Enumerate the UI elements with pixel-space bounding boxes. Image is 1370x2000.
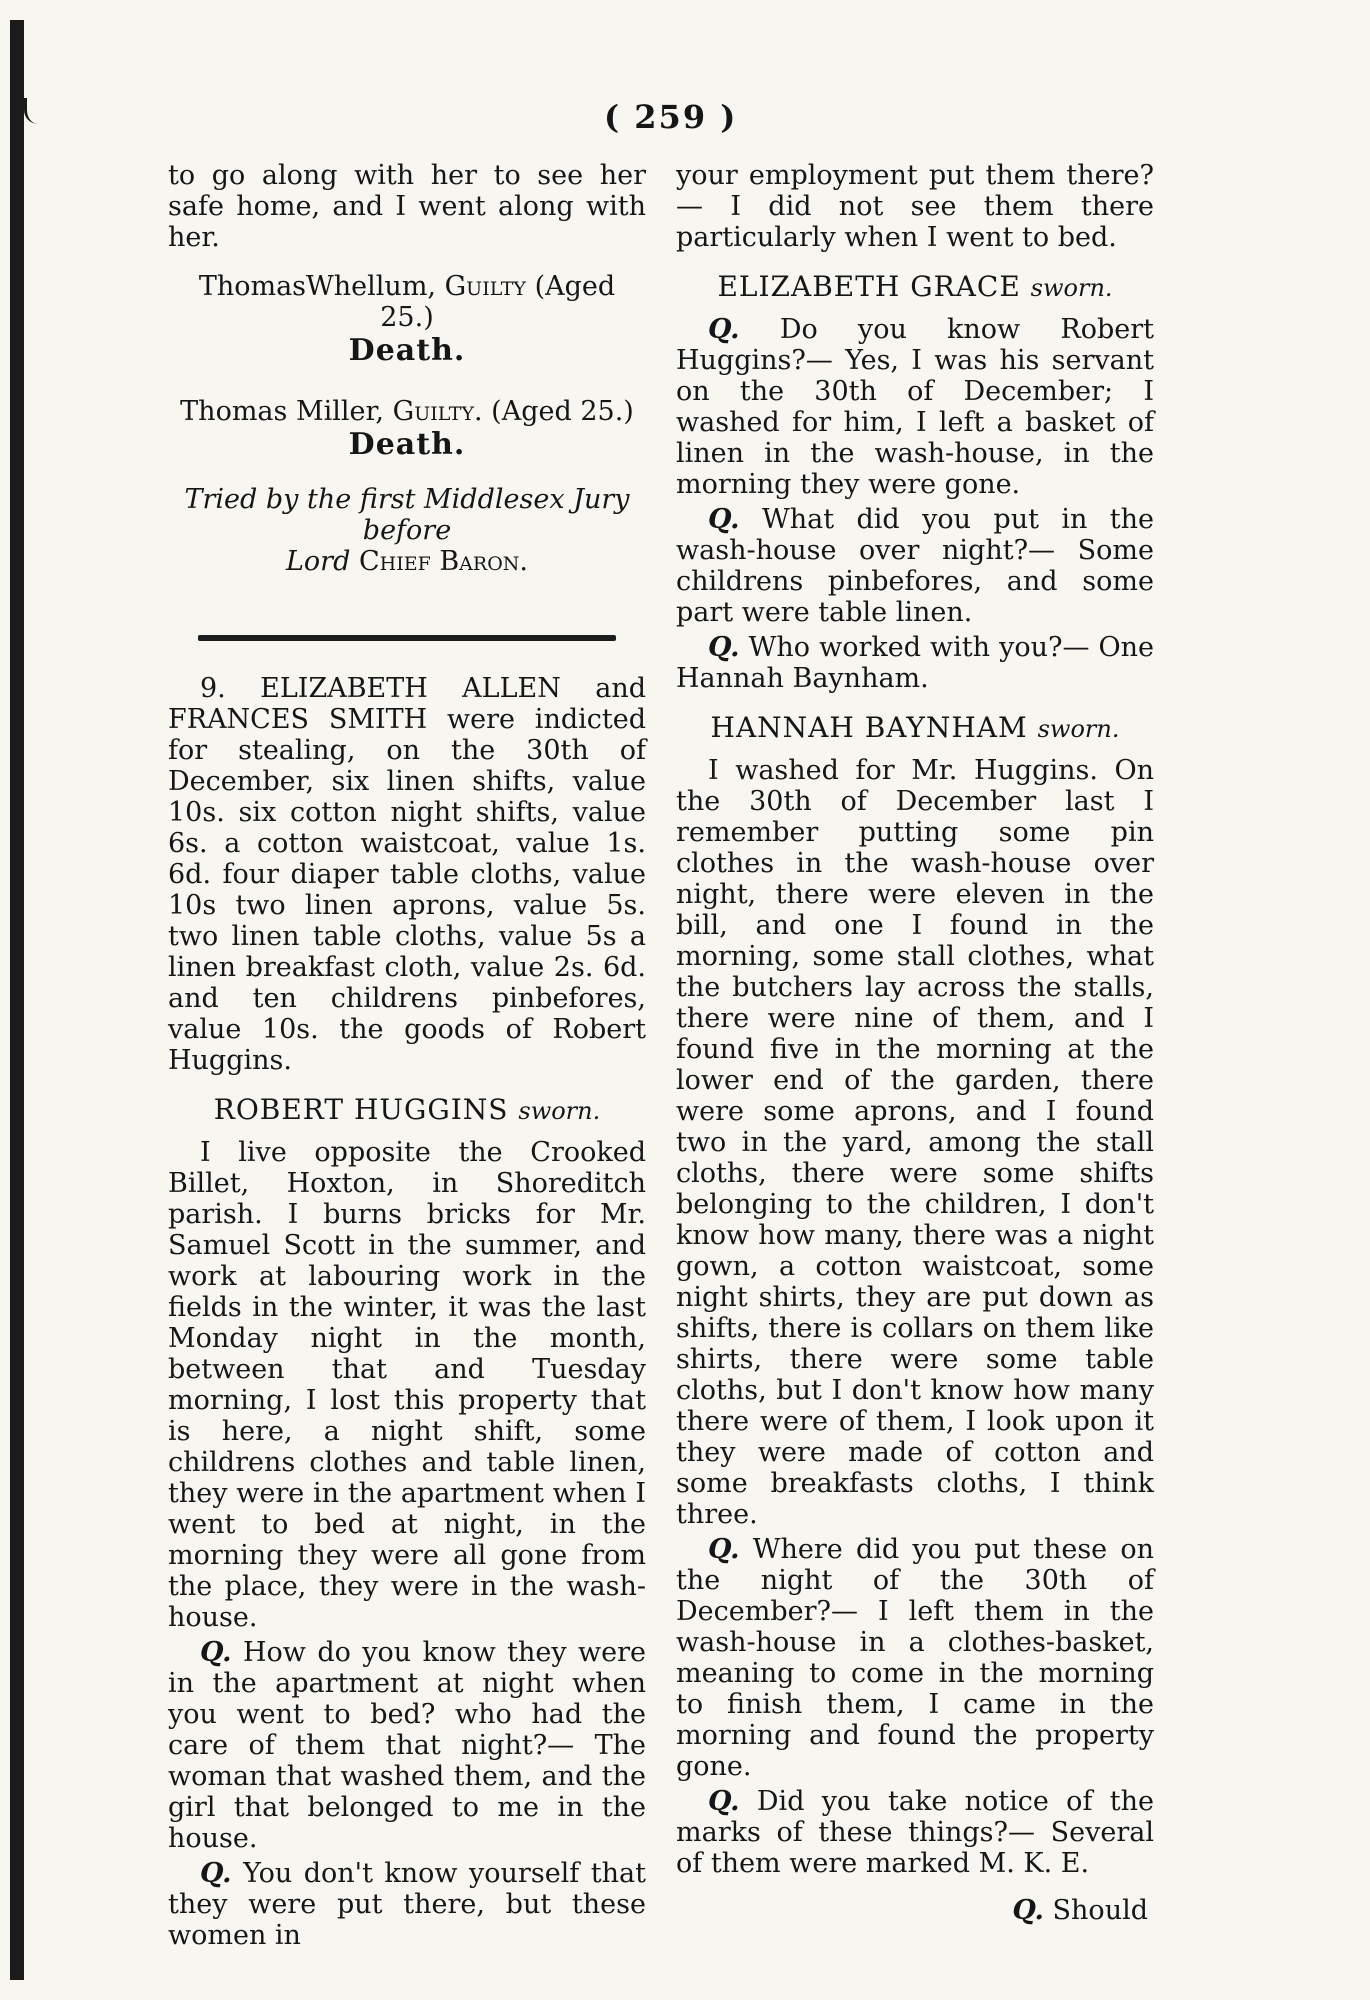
- page-edge-shadow: [10, 20, 24, 1980]
- question-mark-4: Q.: [708, 504, 740, 535]
- witness-name: ELIZABETH GRACE: [717, 270, 1021, 303]
- right-column: [676, 160, 1154, 1926]
- sentence-2: Death.: [348, 427, 466, 462]
- question-2: [168, 1858, 646, 1951]
- question-6: [676, 1534, 1154, 1782]
- tried-note-title: Chief Baron.: [358, 546, 528, 577]
- question-text-1: How do you know they were in the apartment at night when you went to bed? who had the care of them that night?— The woman that washed them, and the girl that belonged to me in the house.: [168, 1637, 646, 1854]
- question-1: [168, 1637, 646, 1854]
- catchword-mark: Q.: [1012, 1895, 1044, 1926]
- catchword-text: Should: [1052, 1895, 1148, 1926]
- tried-note: [168, 484, 646, 577]
- question-7: [676, 1786, 1154, 1879]
- question-5: [676, 632, 1154, 694]
- question-text-7: Did you take notice of the marks of these things?— Several of them were marked M. K. E.: [676, 1786, 1154, 1879]
- question-mark-3: Q.: [708, 314, 740, 345]
- continuation-paragraph: your employment put them there?— I did not see them there particularly when I went to bed.: [676, 160, 1154, 253]
- question-4: [676, 504, 1154, 628]
- sentence-1: Death.: [348, 333, 466, 368]
- case-text: ELIZABETH ALLEN and FRANCES SMITH were indicted for stealing, on the 30th of December, six linen shifts, value 10s. six cotton night shifts, value 6s. a cotton waistcoat, value 1s. 6d. four diaper table cloths, value 10s two linen aprons, value 5s. two linen table cloths, value 5s a linen breakfast cloth, value 2s. 6d. and ten childrens pinbefores, value 10s. the goods of Robert Huggins.: [168, 673, 646, 1076]
- witness-name: ROBERT HUGGINS: [213, 1093, 509, 1126]
- page-edge-mark: [24, 98, 43, 124]
- verdict-line-1: [168, 271, 646, 333]
- question-text-4: What did you put in the wash-house over night?— Some childrens pinbefores, and some part were table linen.: [676, 504, 1154, 628]
- question-text-6: Where did you put these on the night of the 30th of December?— I left them in the wash-house in a clothes-basket, meaning to come in the morning to finish them, I came in the morning and found the property gone.: [676, 1534, 1154, 1782]
- witness-heading-hannah-baynham: [676, 712, 1154, 745]
- sworn-label: sworn.: [1030, 274, 1113, 302]
- witness-heading-elizabeth-grace: [676, 271, 1154, 304]
- testimony-hannah-baynham: I washed for Mr. Huggins. On the 30th of December last I remember putting some pin clothes in the wash-house over night, there were eleven in the bill, and one I found in the morning, some stall clothes, what the butchers lay across the stalls, there were nine of them, and I found five in the morning at the lower end of the garden, there were some aprons, and I found two in the yard, among the stall cloths, there were some shifts belonging to the children, I don't know how many, there was a night gown, a cotton waistcoat, some night shirts, they are put down as shifts, there is collars on them like shirts, there were some table cloths, but I don't know how many there were of them, I look upon it they were made of cotton and some breakfasts cloths, I think three.: [676, 755, 1154, 1530]
- case-indictment: [168, 673, 646, 1076]
- defendant-name-1: ThomasWhellum,: [198, 271, 437, 302]
- testimony-robert-huggins: I live opposite the Crooked Billet, Hoxton, in Shoreditch parish. I burns bricks for Mr. Samuel Scott in the summer, and work at labouring work in the fields in the winter, it was the last Monday night in the month, between that and Tuesday morning, I lost this property that is here, a night shift, some childrens clothes and table linen, they were in the apartment when I went to bed at night, in the morning they were all gone from the place, they were in the wash-house.: [168, 1137, 646, 1633]
- verdict-2: Guilty.: [392, 396, 483, 427]
- page-number: ( 259 ): [604, 98, 738, 136]
- age-1: (Aged 25.): [380, 271, 616, 333]
- verdict-1: Guilty: [444, 271, 526, 302]
- witness-heading-robert-huggins: [168, 1094, 646, 1127]
- question-mark-2: Q.: [200, 1858, 232, 1889]
- question-mark-1: Q.: [200, 1637, 232, 1668]
- sworn-label: sworn.: [518, 1097, 601, 1125]
- question-text-3: Do you know Robert Huggins?— Yes, I was his servant on the 30th of December; I washed for him, I left a basket of linen in the wash-house, in the morning they were gone.: [676, 314, 1154, 500]
- sworn-label: sworn.: [1037, 715, 1120, 743]
- question-text-5: Who worked with you?— One Hannah Baynham.: [676, 632, 1154, 694]
- tried-note-lord: Lord: [285, 546, 351, 577]
- question-mark-7: Q.: [708, 1786, 740, 1817]
- catchword: [676, 1895, 1154, 1926]
- witness-name: HANNAH BAYNHAM: [710, 711, 1028, 744]
- left-column: [168, 160, 646, 1951]
- question-3: [676, 314, 1154, 500]
- age-2: (Aged 25.): [491, 396, 634, 427]
- opening-paragraph: to go along with her to see her safe home, and I went along with her.: [168, 160, 646, 253]
- tried-note-prefix: Tried by the first Middlesex Jury before: [184, 484, 630, 546]
- case-number: 9.: [200, 673, 226, 704]
- question-mark-5: Q.: [708, 632, 740, 663]
- defendant-name-2: Thomas Miller,: [180, 396, 385, 427]
- question-text-2: You don't know yourself that they were put there, but these women in: [168, 1858, 646, 1951]
- section-divider: [198, 635, 616, 641]
- verdict-line-2: [168, 396, 646, 427]
- question-mark-6: Q.: [708, 1534, 740, 1565]
